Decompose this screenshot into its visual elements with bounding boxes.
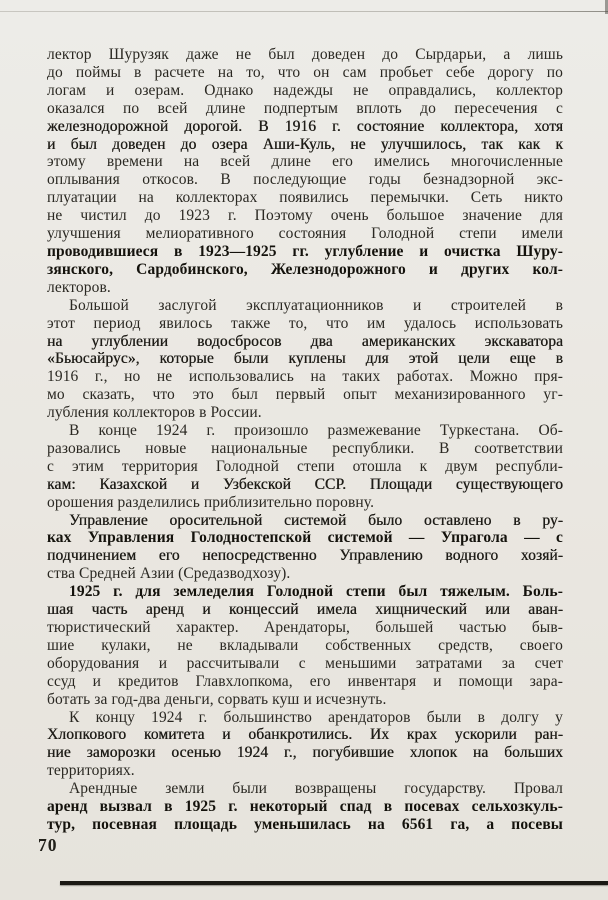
text-block	[47, 46, 563, 834]
text-line: логам и озерам. Однако надежды не оправдались, коллектор	[47, 81, 563, 99]
paragraph	[47, 583, 563, 708]
scan-edge-top	[0, 11, 608, 12]
text-line: ссуд и кредитов Главхлопкома, его инвентаря и помощи зара-	[47, 672, 563, 690]
text-line: оплывания откосов. В последующие годы безнадзорной экс-	[47, 171, 563, 189]
text-line: Арендные земли были возвращены государству. Провал	[69, 780, 563, 798]
text-line: 1916 г., но не использовались на таких работах. Можно пря-	[47, 368, 563, 386]
text-line: железнодорожной дорогой. В 1916 г. состояние коллектора, хотя	[47, 117, 563, 135]
text-line: территориях.	[47, 762, 135, 780]
text-line: до поймы в расчете на то, что он сам пробьет себе дорогу по	[47, 63, 563, 81]
text-line: улучшения мелиоративного состояния Голодной степи имели	[47, 225, 563, 243]
paragraph	[47, 780, 563, 834]
text-line: лектор Шурузяк даже не был доведен до Сырдарьи, а лишь	[47, 46, 563, 63]
text-line: этому времени на всей длине его имелись многочисленные	[47, 153, 563, 171]
text-line: Управление оросительной системой было оставлено в ру-	[69, 511, 563, 529]
text-line: оборудования и рассчитывали с меньшими затратами за счет	[47, 654, 563, 672]
text-line: лекторов.	[47, 278, 111, 296]
text-line: с этим территория Голодной степи отошла к двум республи-	[47, 457, 563, 475]
scan-edge-bottom	[60, 881, 608, 885]
paragraph	[47, 46, 563, 297]
text-line: и был доведен до озера Аши-Куль, не улучшилось, так как к	[47, 135, 563, 153]
text-line: «Бьюсайрус», которые были куплены для этой цели еще в	[47, 350, 563, 368]
text-line: плуатации на коллекторах появились перемычки. Сеть никто	[47, 189, 563, 207]
text-line: не чистил до 1923 г. Поэтому очень большое значение для	[47, 207, 563, 225]
text-line: этот период явилось также то, что им удалось использовать	[47, 314, 563, 332]
paragraph	[47, 512, 563, 584]
text-line: проводившиеся в 1923—1925 гг. углубление и очистка Шуру-	[47, 242, 563, 260]
text-line: Хлопкового комитета и обанкротились. Их крах ускорили ран-	[47, 726, 563, 744]
text-line: тюристический характер. Арендаторы, большей частью быв-	[47, 619, 563, 636]
paragraph	[47, 709, 563, 781]
text-line: лубления коллекторов в России.	[47, 404, 262, 422]
text-line: разовались новые национальные республики. В соответствии	[47, 439, 563, 457]
text-line: К концу 1924 г. большинство арендаторов были в долгу у	[69, 708, 563, 726]
text-line: ние заморозки осенью 1924 г., погубившие хлопок на больших	[47, 744, 563, 762]
text-line: мо сказать, что это был первый опыт механизированного уг-	[47, 386, 563, 404]
text-line: Большой заслугой эксплуатационников и строителей в	[69, 296, 563, 314]
paragraph	[47, 297, 563, 422]
text-line: тур, посевная площадь уменьшилась на 6561 га, а посевы	[47, 815, 563, 833]
page-number: 70	[38, 835, 58, 855]
text-line: зянского, Сардобинского, Железнодорожного и других кол-	[47, 260, 563, 278]
text-line: подчинением его непосредственно Управлению водного хозяй-	[47, 547, 563, 565]
text-line: В конце 1924 г. произошло размежевание Туркестана. Об-	[69, 422, 563, 440]
text-line: ства Средней Азии (Средазводхозу).	[47, 565, 291, 583]
text-line: кам: Казахской и Узбекской ССР. Площади существующего	[47, 475, 563, 493]
text-line: шая часть аренд и концессий имела хищнический или аван-	[47, 601, 563, 619]
text-line: оказался по всей длине подпертым вплоть до пересечения с	[47, 99, 563, 117]
text-line: орошения разделились приблизительно поровну.	[47, 493, 375, 511]
text-line: аренд вызвал в 1925 г. некоторый спад в посевах сельхозкуль-	[47, 798, 563, 816]
paragraph	[47, 422, 563, 512]
text-line: шие кулаки, не вкладывали собственных средств, своего	[47, 636, 563, 654]
text-line: на углублении водосбросов два американских экскаватора	[47, 332, 563, 350]
text-line: 1925 г. для земледелия Голодной степи был тяжелым. Боль-	[69, 583, 563, 601]
text-line: ботать за год-два деньги, сорвать куш и исчезнуть.	[47, 690, 387, 708]
text-line: ках Управления Голодностепской системой — Упрагола — с	[47, 529, 563, 547]
